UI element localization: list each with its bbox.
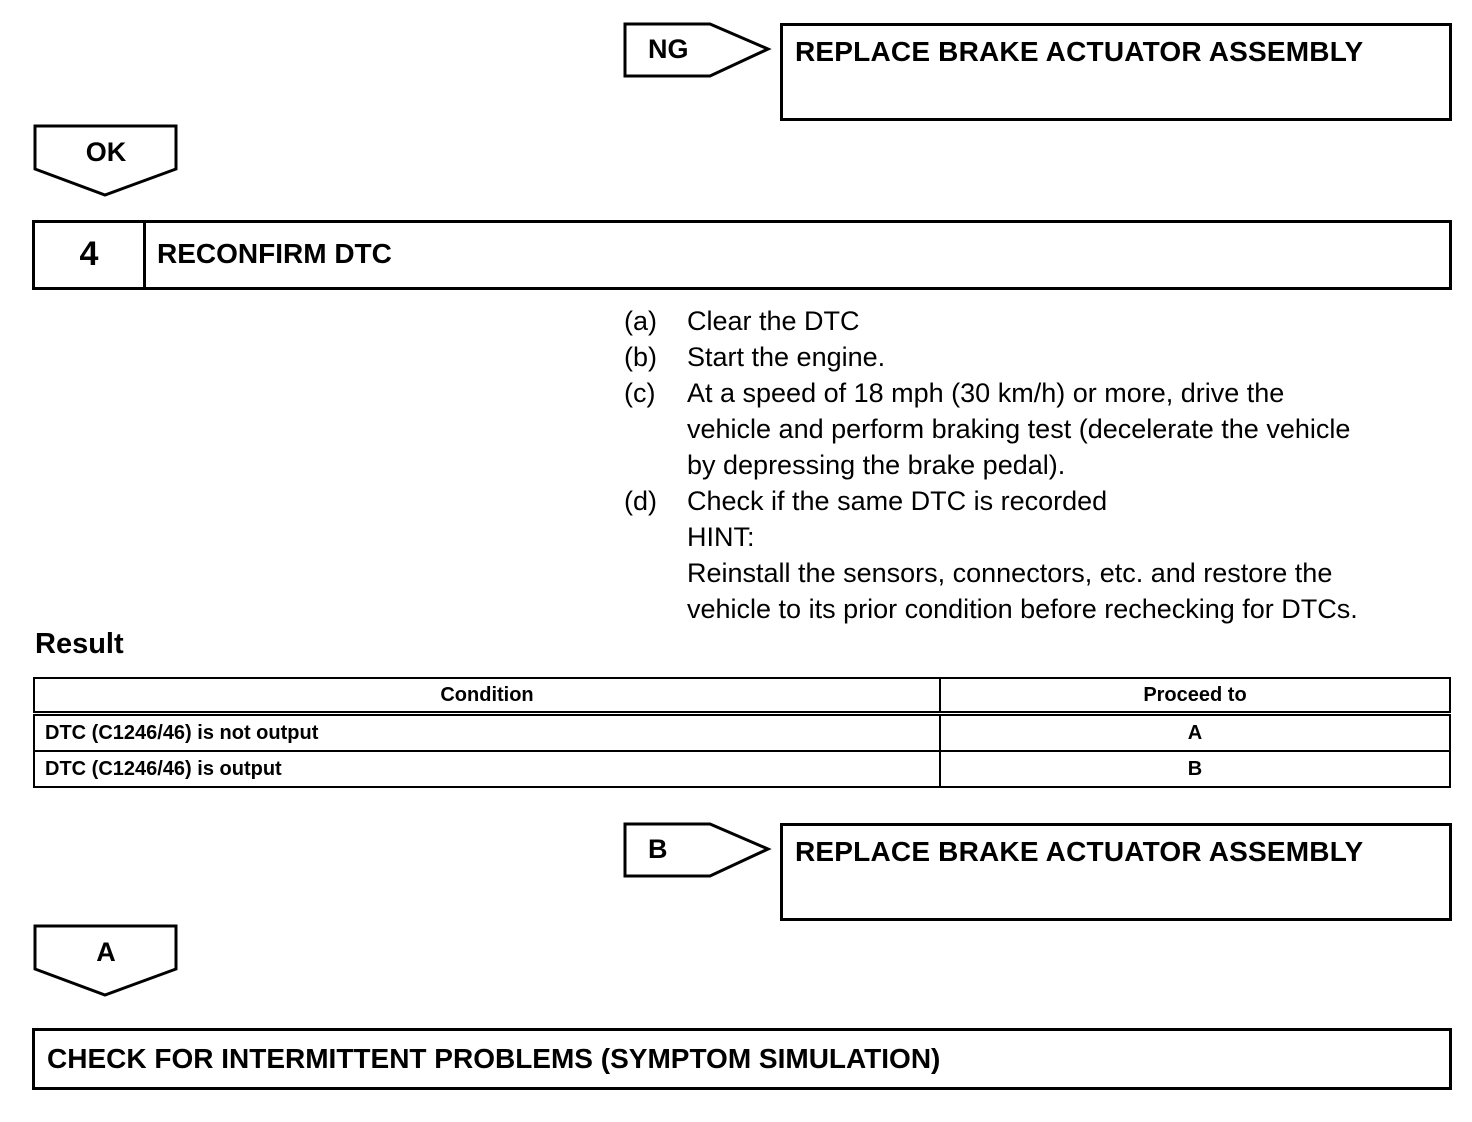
procedure-line: vehicle and perform braking test (decelerate the vehicle	[687, 414, 1351, 444]
step-number: 4	[35, 223, 146, 287]
procedure-marker: (a)	[624, 306, 657, 336]
proceed-cell: B	[940, 751, 1450, 787]
ng-label: NG	[648, 34, 689, 64]
table-row	[34, 714, 1450, 752]
hint-label: HINT:	[687, 522, 755, 552]
procedure-list	[624, 303, 1464, 627]
procedure-item	[624, 303, 1464, 339]
procedure-marker: (d)	[624, 486, 657, 516]
proceed-cell: A	[940, 714, 1450, 752]
hint-line: vehicle to its prior condition before rechecking for DTCs.	[687, 594, 1358, 624]
table-header-row	[34, 678, 1450, 714]
procedure-line: Start the engine.	[687, 342, 886, 372]
hint-line: Reinstall the sensors, connectors, etc. and restore the	[687, 558, 1333, 588]
condition-cell: DTC (C1246/46) is output	[34, 751, 940, 787]
final-step-text: CHECK FOR INTERMITTENT PROBLEMS (SYMPTOM SIMULATION)	[47, 1043, 941, 1074]
step-title: RECONFIRM DTC	[157, 238, 392, 269]
b-label: B	[648, 834, 668, 864]
ng-result-box	[780, 23, 1452, 121]
b-result-box	[780, 823, 1452, 921]
b-arrow-shape	[622, 820, 774, 882]
procedure-line: Clear the DTC	[687, 306, 860, 336]
condition-cell: DTC (C1246/46) is not output	[34, 714, 940, 752]
result-heading: Result	[35, 628, 124, 660]
procedure-item	[624, 375, 1464, 483]
result-table	[33, 677, 1451, 788]
header-condition: Condition	[34, 678, 940, 714]
b-result-text: REPLACE BRAKE ACTUATOR ASSEMBLY	[795, 836, 1364, 867]
ng-result-text: REPLACE BRAKE ACTUATOR ASSEMBLY	[795, 36, 1364, 67]
ng-arrow-shape	[622, 20, 774, 82]
procedure-line: At a speed of 18 mph (30 km/h) or more, drive the	[687, 378, 1285, 408]
final-step-box	[32, 1028, 1452, 1090]
procedure-line: Check if the same DTC is recorded	[687, 486, 1108, 516]
procedure-item	[624, 339, 1464, 375]
procedure-marker: (b)	[624, 342, 657, 372]
procedure-line: by depressing the brake pedal).	[687, 450, 1066, 480]
procedure-marker: (c)	[624, 378, 656, 408]
step-header	[32, 220, 1452, 290]
ok-label: OK	[85, 137, 127, 167]
header-proceed-to: Proceed to	[940, 678, 1450, 714]
procedure-item	[624, 483, 1464, 627]
a-label: A	[96, 937, 116, 967]
table-row	[34, 751, 1450, 787]
